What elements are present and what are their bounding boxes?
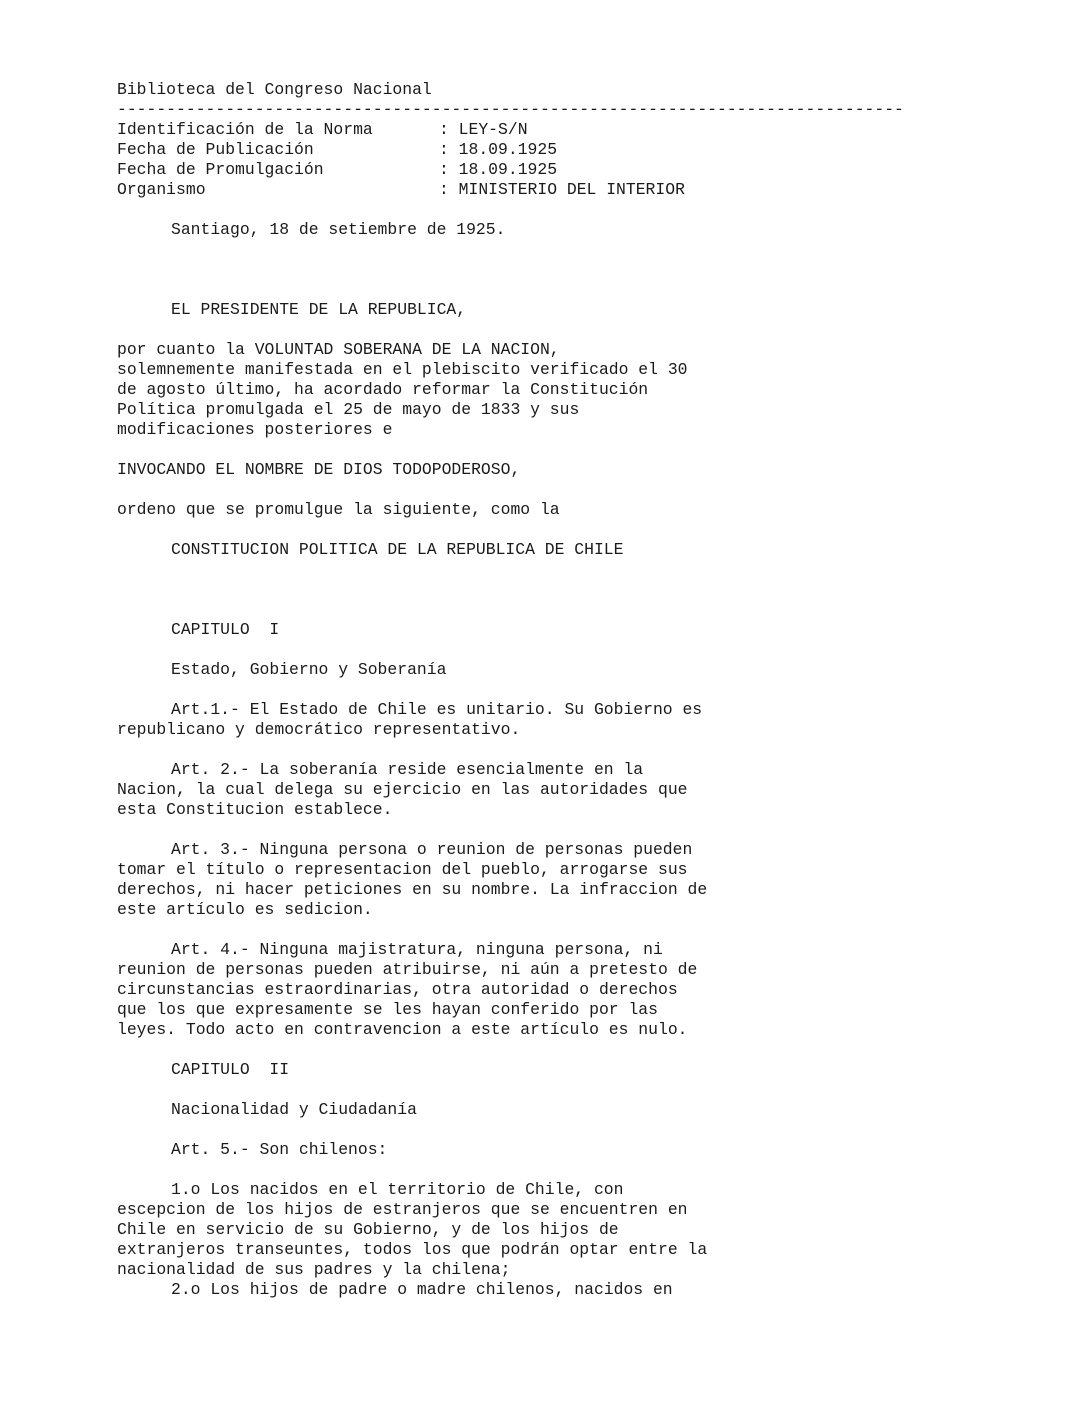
- article-line: Art.1.- El Estado de Chile es unitario. Su Gobierno es: [171, 700, 703, 719]
- article-line: este artículo es sedicion.: [117, 900, 373, 919]
- meta-label: Fecha de Promulgación: [117, 160, 324, 179]
- article-line: Art. 2.- La soberanía reside esencialmente en la: [171, 760, 644, 779]
- meta-label: Organismo: [117, 180, 206, 199]
- item-line: nacionalidad de sus padres y la chilena;: [117, 1260, 511, 1279]
- chapter-2-heading: CAPITULO II: [171, 1060, 290, 1079]
- invocation: INVOCANDO EL NOMBRE DE DIOS TODOPODEROSO,: [117, 460, 521, 479]
- meta-label: Identificación de la Norma: [117, 120, 373, 139]
- document-page: [117, 80, 1017, 1300]
- constitution-title: CONSTITUCION POLITICA DE LA REPUBLICA DE CHILE: [171, 540, 624, 559]
- preamble-line: de agosto último, ha acordado reformar la Constitución: [117, 380, 649, 399]
- article-5: Art. 5.- Son chilenos:: [171, 1140, 388, 1159]
- chapter-2-subtitle: Nacionalidad y Ciudadanía: [171, 1100, 417, 1119]
- item-line: 1.o Los nacidos en el territorio de Chile, con: [171, 1180, 624, 1199]
- article-line: derechos, ni hacer peticiones en su nombre. La infraccion de: [117, 880, 708, 899]
- metadata-block: [117, 120, 1017, 200]
- meta-value: : LEY-S/N: [439, 120, 528, 139]
- article-5-item-1: [117, 1180, 1017, 1280]
- preamble-line: modificaciones posteriores e: [117, 420, 393, 439]
- article-line: republicano y democrático representativo.: [117, 720, 521, 739]
- meta-value: : MINISTERIO DEL INTERIOR: [439, 180, 685, 199]
- preamble-line: por cuanto la VOLUNTAD SOBERANA DE LA NACION,: [117, 340, 560, 359]
- article-line: esta Constitucion establece.: [117, 800, 393, 819]
- article-4: [117, 940, 1017, 1040]
- article-line: Art. 4.- Ninguna majistratura, ninguna persona, ni: [171, 940, 663, 959]
- article-line: Nacion, la cual delega su ejercicio en las autoridades que: [117, 780, 688, 799]
- meta-value: : 18.09.1925: [439, 140, 558, 159]
- item-line: extranjeros transeuntes, todos los que podrán optar entre la: [117, 1240, 708, 1259]
- article-5-item-2: 2.o Los hijos de padre o madre chilenos, nacidos en: [171, 1280, 673, 1299]
- article-line: reunion de personas pueden atribuirse, ni aún a pretesto de: [117, 960, 698, 979]
- meta-row-identification: [117, 120, 1017, 140]
- header-divider: --------------------------------------------------------------------------------: [117, 100, 904, 119]
- article-2: [117, 760, 1017, 820]
- article-line: Art. 3.- Ninguna persona o reunion de personas pueden: [171, 840, 693, 859]
- preamble-line: solemnemente manifestada en el plebiscito verificado el 30: [117, 360, 688, 379]
- item-line: escepcion de los hijos de estranjeros que se encuentren en: [117, 1200, 688, 1219]
- article-3: [117, 840, 1017, 920]
- president-heading: EL PRESIDENTE DE LA REPUBLICA,: [171, 300, 467, 319]
- preamble-line: Política promulgada el 25 de mayo de 1833 y sus: [117, 400, 580, 419]
- promulgation-order: ordeno que se promulgue la siguiente, como la: [117, 500, 560, 519]
- meta-row-promulgation-date: [117, 160, 1017, 180]
- article-1: [117, 700, 1017, 740]
- article-line: tomar el título o representacion del pueblo, arrogarse sus: [117, 860, 688, 879]
- place-date: Santiago, 18 de setiembre de 1925.: [171, 220, 506, 239]
- article-line: leyes. Todo acto en contravencion a este artículo es nulo.: [117, 1020, 688, 1039]
- meta-row-publication-date: [117, 140, 1017, 160]
- library-header: Biblioteca del Congreso Nacional: [117, 80, 432, 99]
- article-line: circunstancias estraordinarias, otra autoridad o derechos: [117, 980, 678, 999]
- article-line: que los que expresamente se les hayan conferido por las: [117, 1000, 658, 1019]
- meta-label: Fecha de Publicación: [117, 140, 314, 159]
- meta-row-organism: [117, 180, 1017, 200]
- meta-value: : 18.09.1925: [439, 160, 558, 179]
- chapter-1-subtitle: Estado, Gobierno y Soberanía: [171, 660, 447, 679]
- chapter-1-heading: CAPITULO I: [171, 620, 280, 639]
- preamble: [117, 340, 1017, 440]
- item-line: Chile en servicio de su Gobierno, y de los hijos de: [117, 1220, 619, 1239]
